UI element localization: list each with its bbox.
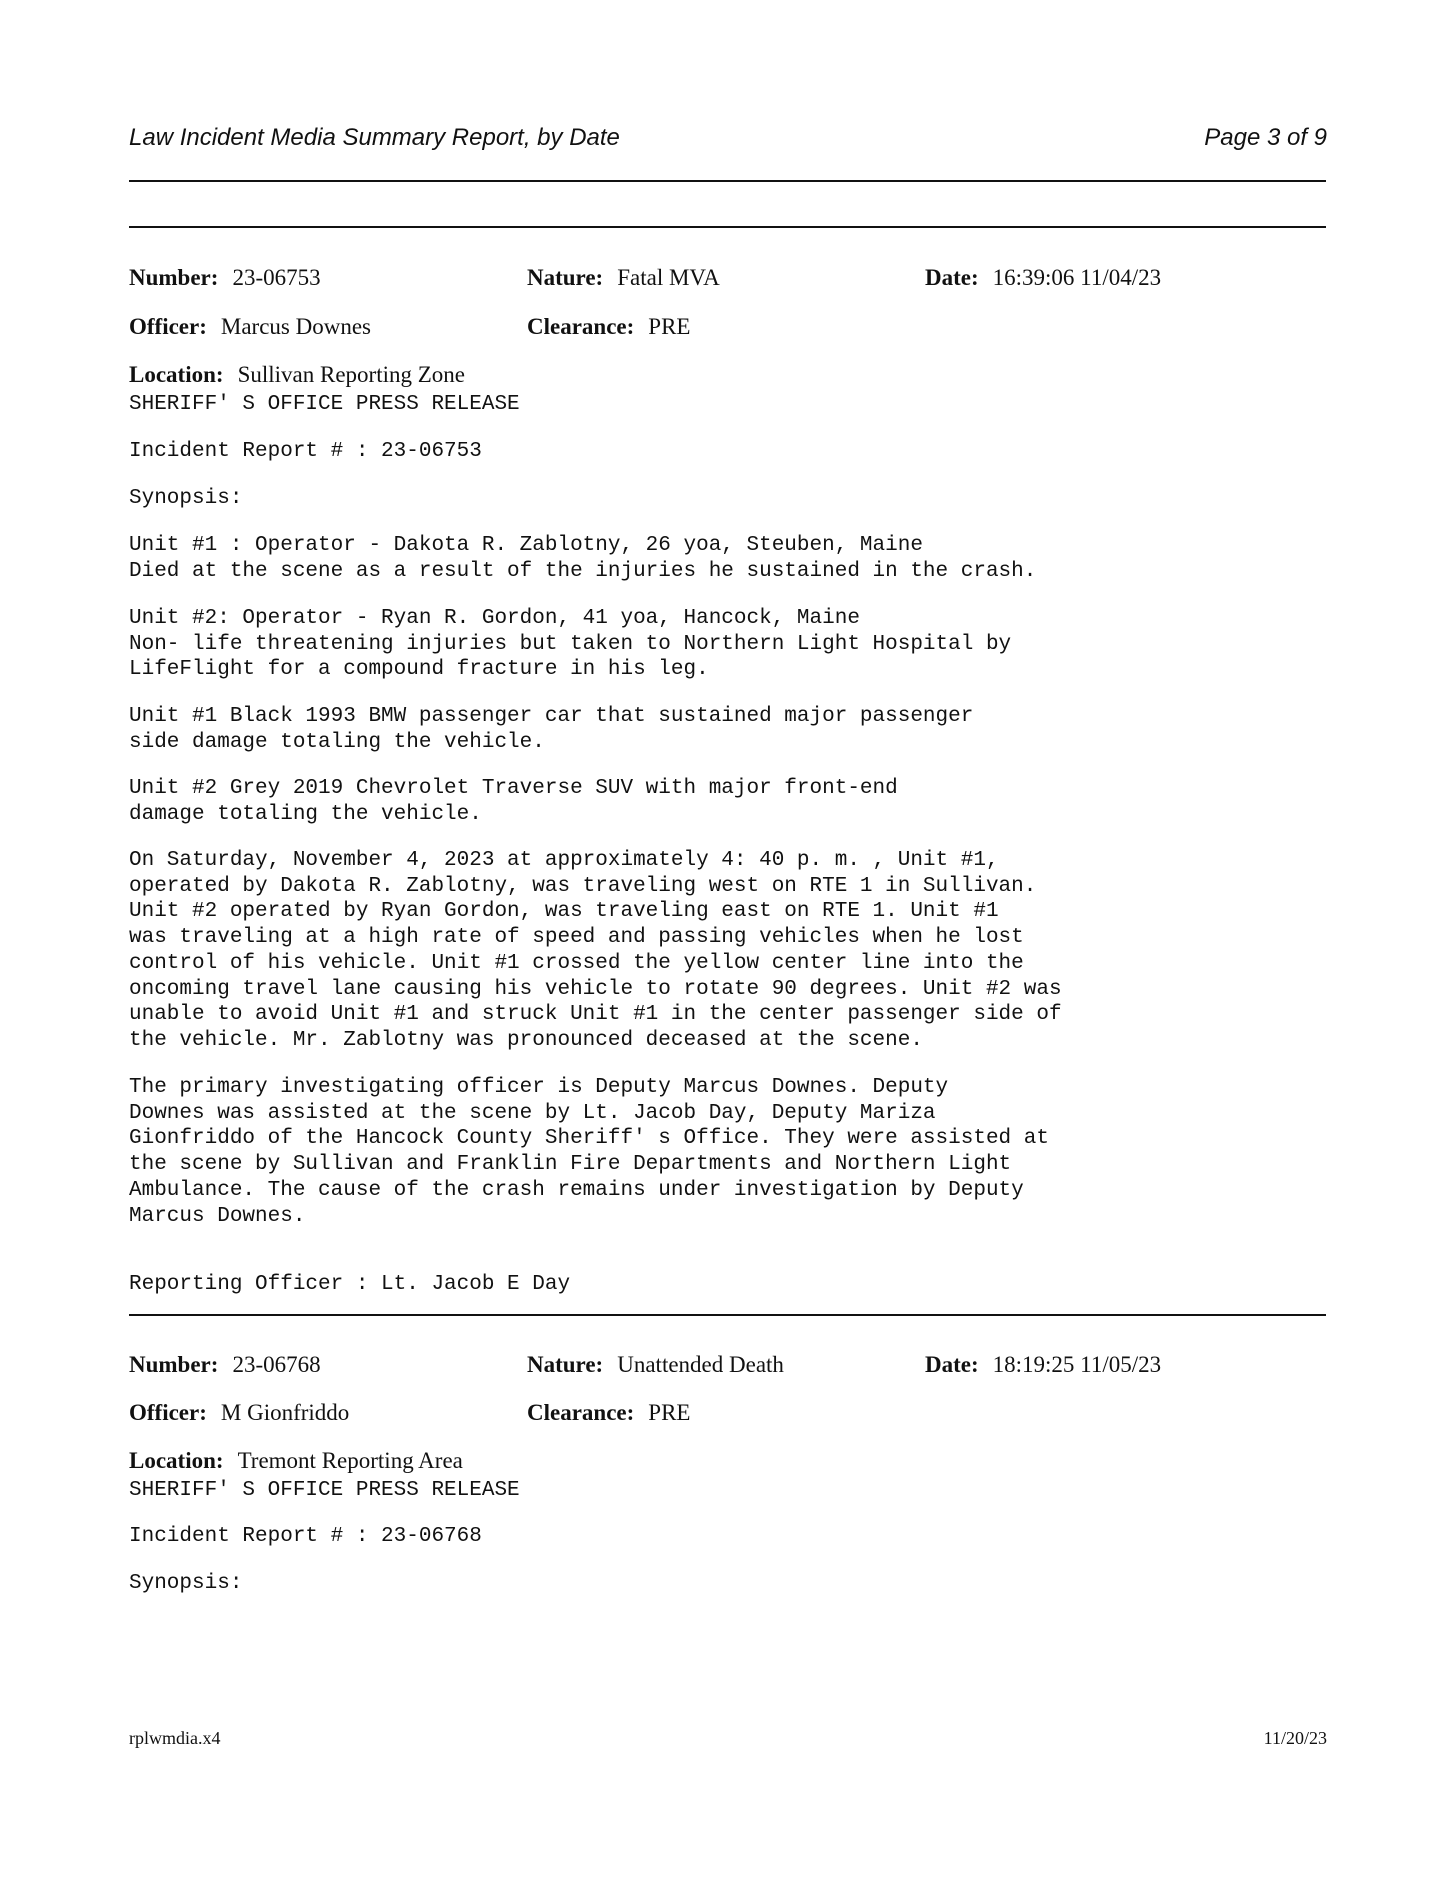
incident-nature-field: Nature: Unattended Death <box>527 1352 784 1377</box>
incident-date-field: Date: 18:19:25 11/05/23 <box>925 1352 1162 1377</box>
incident-officer-field: Officer: Marcus Downes <box>129 314 371 339</box>
synopsis-paragraph: The primary investigating officer is Deputy Marcus Downes. Deputy Downes was assisted at the scene by Lt. Jacob Day, Deputy Mariza Gionfriddo of the Hancock County Sheriff' s Office. They were assisted at the scene by Sullivan and Franklin Fire Departments and Northern Light Ambulance. The cause of the crash remains under investigation by Deputy Marcus Downes. <box>129 1076 1049 1228</box>
incident-nature-field: Nature: Fatal MVA <box>527 265 720 290</box>
incident-number: 23-06768 <box>232 1352 321 1377</box>
incident-number-field: Number: 23-06753 <box>129 265 321 290</box>
synopsis-label: Synopsis: <box>129 1572 243 1595</box>
incident-number: 23-06753 <box>232 265 321 290</box>
report-title: Law Incident Media Summary Report, by Date <box>129 124 620 151</box>
incident-report-number: Incident Report # : 23-06768 <box>129 1525 482 1548</box>
page-number: Page 3 of 9 <box>1204 124 1327 151</box>
synopsis-label: Synopsis: <box>129 487 243 510</box>
incident-report-number: Incident Report # : 23-06753 <box>129 440 482 463</box>
press-release-heading: SHERIFF' S OFFICE PRESS RELEASE <box>129 393 520 416</box>
incident-separator-rule <box>129 1314 1326 1316</box>
incident-number-field: Number: 23-06768 <box>129 1352 321 1377</box>
synopsis-paragraph: Unit #1 : Operator - Dakota R. Zablotny, 26 yoa, Steuben, Maine Died at the scene as a result of the injuries he sustained in the crash. <box>129 534 1037 583</box>
incident-nature: Fatal MVA <box>617 265 720 290</box>
incident-date: 16:39:06 11/04/23 <box>992 265 1162 290</box>
footer-print-date: 11/20/23 <box>1263 1728 1327 1748</box>
incident-clearance: PRE <box>648 1400 691 1425</box>
reporting-officer: Reporting Officer : Lt. Jacob E Day <box>129 1273 571 1296</box>
incident-nature: Unattended Death <box>617 1352 784 1377</box>
incident-location: Sullivan Reporting Zone <box>237 362 465 387</box>
incident-date-field: Date: 16:39:06 11/04/23 <box>925 265 1162 290</box>
synopsis-paragraph: Unit #2: Operator - Ryan R. Gordon, 41 yoa, Hancock, Maine Non- life threatening injuries but taken to Northern Light Hospital by LifeFlight for a compound fracture in his leg. <box>129 607 1012 682</box>
synopsis-paragraph: Unit #1 Black 1993 BMW passenger car that sustained major passenger side damage totaling the vehicle. <box>129 705 974 754</box>
incident-officer-field: Officer: M Gionfriddo <box>129 1400 350 1425</box>
incident-location: Tremont Reporting Area <box>237 1448 463 1473</box>
incident-clearance-field: Clearance: PRE <box>527 1400 691 1425</box>
incident-officer: M Gionfriddo <box>220 1400 350 1425</box>
incident-clearance-field: Clearance: PRE <box>527 314 691 339</box>
footer-report-code: rplwmdia.x4 <box>129 1728 221 1748</box>
header-rule-bottom <box>129 226 1326 228</box>
synopsis-paragraph: Unit #2 Grey 2019 Chevrolet Traverse SUV with major front-end damage totaling the vehicle. <box>129 777 898 826</box>
press-release-heading: SHERIFF' S OFFICE PRESS RELEASE <box>129 1479 520 1502</box>
incident-location-field: Location: Tremont Reporting Area <box>129 1448 463 1473</box>
incident-date: 18:19:25 11/05/23 <box>992 1352 1162 1377</box>
header-rule-top <box>129 180 1326 182</box>
incident-location-field: Location: Sullivan Reporting Zone <box>129 362 465 387</box>
incident-officer: Marcus Downes <box>220 314 371 339</box>
incident-clearance: PRE <box>648 314 691 339</box>
synopsis-paragraph: On Saturday, November 4, 2023 at approximately 4: 40 p. m. , Unit #1, operated by Dakota R. Zablotny, was traveling west on RTE 1 in Sullivan. Unit #2 operated by Ryan Gordon, was traveling east on RTE 1. Unit #1 was traveling at a high rate of speed and passing vehicles when he lost control of his vehicle. Unit #1 crossed the yellow center line into the oncoming travel lane causing his vehicle to rotate 90 degrees. Unit #2 was unable to avoid Unit #1 and struck Unit #1 in the center passenger side of the vehicle. Mr. Zablotny was pronounced deceased at the scene. <box>129 849 1062 1052</box>
